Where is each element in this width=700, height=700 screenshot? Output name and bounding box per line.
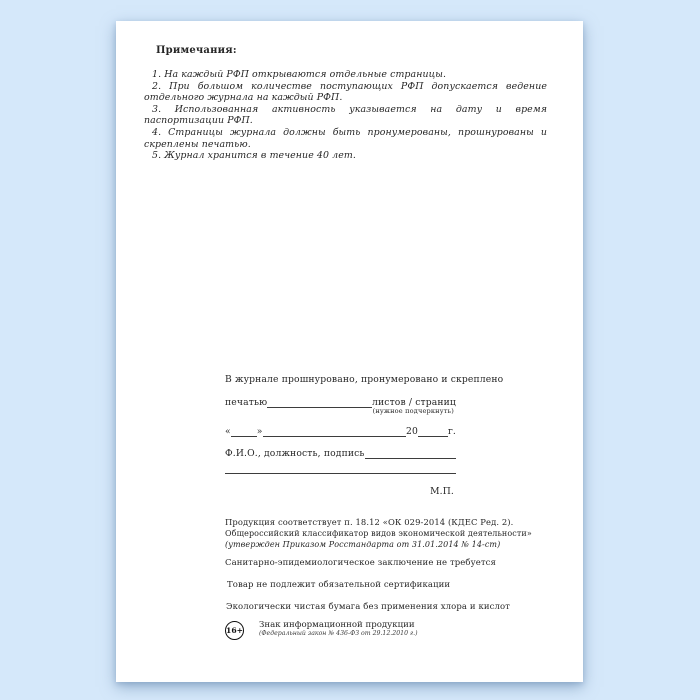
certification-statement: Товар не подлежит обязательной сертификации (227, 580, 451, 590)
notes-heading: Примечания: (156, 45, 237, 56)
month-blank (263, 425, 406, 437)
close-quote: » (256, 426, 263, 437)
open-quote: « (225, 426, 231, 437)
year-suffix: г. (447, 426, 456, 437)
okved-line-1: Продукция соответствует п. 18.12 «ОК 029-2014 (КДЕС Ред. 2). (225, 517, 514, 527)
signature-label: Ф.И.О., должность, подпись (225, 448, 365, 459)
age-mark-row (225, 620, 485, 640)
okved-line-2: Общероссийский классификатор видов экономической деятельности» (225, 529, 532, 538)
sanitary-statement: Санитарно-эпидемиологическое заключение не требуется (225, 558, 496, 568)
date-line (225, 425, 456, 437)
okved-line-3: (утвержден Приказом Росстандарта от 31.01.2014 № 14-ст) (225, 540, 501, 549)
day-blank (231, 425, 257, 437)
notes-list (144, 69, 547, 162)
year-blank (418, 425, 448, 437)
note-item-5: 5. Журнал хранится в течение 40 лет. (152, 150, 356, 162)
signature-line (225, 447, 456, 459)
underline-instruction: (нужное подчеркнуть) (372, 407, 454, 415)
note-item-4: 4. Страницы журнала должны быть пронумерованы, прошнурованы и скреплены печатью. (144, 126, 547, 150)
note-item-2: 2. При большом количестве поступающих РФП допускается ведение отдельного журнала на каждый РФП. (144, 80, 547, 104)
signature-continuation-blank (225, 461, 456, 474)
note-item-1: 1. На каждый РФП открываются отдельные страницы. (152, 69, 447, 80)
year-prefix: 20 (405, 426, 418, 437)
age-rating-icon: 16+ (225, 621, 244, 640)
sheets-suffix-label: листов / страниц (372, 397, 456, 408)
seal-prefix-label: печатью (225, 397, 268, 408)
eco-statement: Экологически чистая бумага без применения хлора и кислот (226, 602, 510, 612)
age-mark-label: Знак информационной продукции (259, 620, 415, 630)
note-item-3: 3. Использованная активность указывается на дату и время паспортизации РФП. (144, 103, 547, 127)
age-mark-text (259, 620, 418, 638)
document-page (116, 21, 583, 682)
signature-blank (365, 447, 456, 459)
age-mark-law: (Федеральный закон № 436-ФЗ от 29.12.2010 г.) (259, 630, 418, 637)
notes-section (144, 45, 547, 162)
compliance-section (225, 517, 532, 640)
binding-statement: В журнале прошнуровано, пронумеровано и скреплено (225, 374, 504, 385)
stamp-abbr: М.П. (430, 486, 454, 497)
